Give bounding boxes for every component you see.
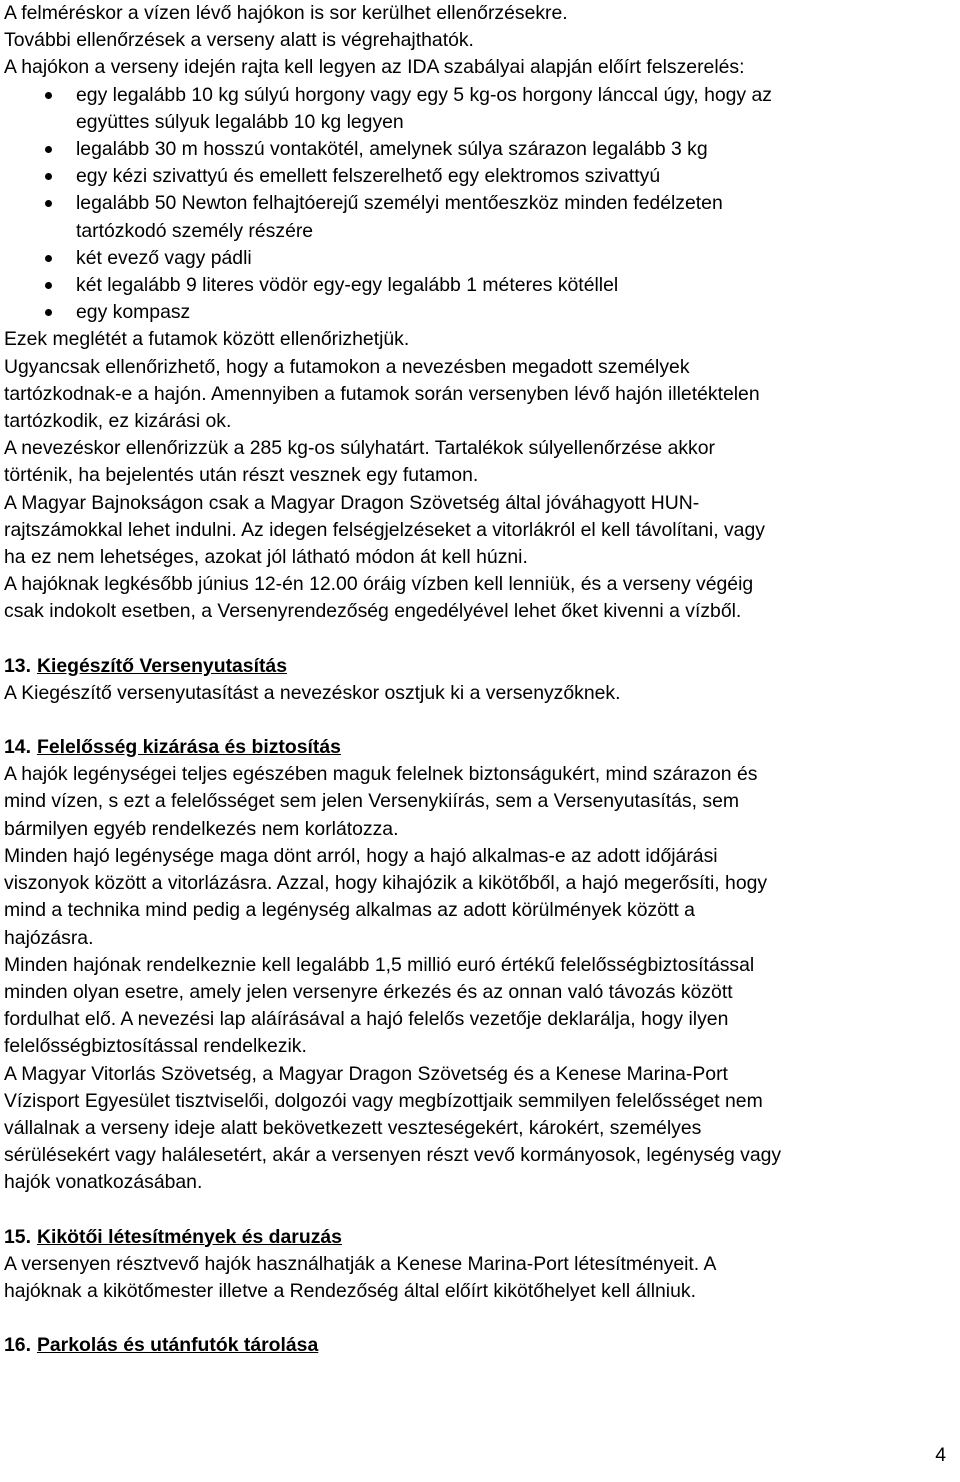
body-line: A Magyar Vitorlás Szövetség, a Magyar Dragon Szövetség és a Kenese Marina-Port: [4, 1062, 728, 1085]
section-title: Kikötői létesítmények és daruzás: [36, 1225, 342, 1248]
page-number: 4: [935, 1444, 946, 1466]
section-title: Kiegészítő Versenyutasítás: [36, 654, 288, 677]
list-item-text: két legalább 9 literes vödör egy-egy legalább 1 méteres kötéllel: [76, 274, 619, 297]
body-line: Minden hajó legénysége maga dönt arról, hogy a hajó alkalmas-e az adott időjárási: [4, 844, 718, 867]
equipment-list: [4, 82, 956, 327]
bullet-icon: [45, 146, 52, 153]
inspection-paragraphs: [4, 326, 956, 625]
spacer: [4, 626, 956, 653]
body-line: történik, ha bejelentés után részt vesznek egy futamon.: [4, 464, 479, 487]
body-line: A versenyen résztvevő hajók használhatják a Kenese Marina-Port létesítményeit. A: [4, 1252, 717, 1275]
list-item-text: egy legalább 10 kg súlyú horgony vagy egy 5 kg-os horgony lánccal úgy, hogy az: [76, 83, 772, 106]
body-line: A hajók legénységei teljes egészében maguk felelnek biztonságukért, mind szárazon és: [4, 763, 758, 786]
list-item-text: két evező vagy pádli: [76, 246, 252, 269]
spacer: [4, 1197, 956, 1224]
body-line: fordulhat elő. A nevezési lap aláírásával a hajó felelős vezetője deklarálja, hogy ilyen: [4, 1008, 729, 1031]
body-line: Ugyancsak ellenőrizhető, hogy a futamokon a nevezésben megadott személyek: [4, 355, 690, 378]
list-item-text: egy kézi szivattyú és emellett felszerelhető egy elektromos szivattyú: [76, 165, 661, 188]
list-item-text: legalább 30 m hosszú vontakötél, amelynek súlya szárazon legalább 3 kg: [76, 138, 708, 161]
spacer: [4, 707, 956, 734]
section-number: 14.: [4, 736, 31, 759]
section-16: [4, 1332, 956, 1359]
body-line: tartózkodnak-e a hajón. Amennyiben a futamok során versenyben lévő hajón illetéktelen: [4, 382, 760, 405]
section-number: 15.: [4, 1225, 31, 1248]
body-line: sérülésekért vagy halálesetért, akár a versenyen részt vevő kormányosok, legénység vagy: [4, 1144, 782, 1167]
body-line: mind a technika mind pedig a legénység alkalmas az adott körülmények között a: [4, 899, 695, 922]
bullet-icon: [45, 200, 52, 207]
section-number: 13.: [4, 654, 31, 677]
bullet-icon: [45, 255, 52, 262]
body-line: ha ez nem lehetséges, azokat jól látható módon át kell húzni.: [4, 546, 528, 569]
intro-line: További ellenőrzések a verseny alatt is végrehajthatók.: [4, 29, 474, 52]
section-14: [4, 734, 956, 1196]
list-item: [4, 190, 956, 244]
section-heading: [4, 734, 956, 761]
list-item-text: együttes súlyuk legalább 10 kg legyen: [76, 110, 404, 133]
list-item: [4, 245, 956, 272]
body-line: Minden hajónak rendelkeznie kell legalább 1,5 millió euró értékű felelősségbiztosítással: [4, 953, 755, 976]
body-line: A hajóknak legkésőbb június 12-én 12.00 óráig vízben kell lenniük, és a verseny végéig: [4, 573, 754, 596]
section-heading: [4, 1332, 956, 1359]
section-heading: [4, 1224, 956, 1251]
list-item: [4, 299, 956, 326]
list-item-text: legalább 50 Newton felhajtóerejű személyi mentőeszköz minden fedélzeten: [76, 192, 723, 215]
page-content: [4, 0, 956, 1359]
list-item: [4, 136, 956, 163]
section-13: [4, 653, 956, 707]
body-line: tartózkodik, ez kizárási ok.: [4, 410, 232, 433]
body-line: viszonyok között a vitorlázásra. Azzal, hogy kihajózik a kikötőből, a hajó megerősíti, hogy: [4, 872, 768, 895]
body-line: felelősségbiztosítással rendelkezik.: [4, 1035, 307, 1058]
body-line: csak indokolt esetben, a Versenyrendezőség engedélyével lehet őket kivenni a vízből.: [4, 600, 742, 623]
list-item: [4, 82, 956, 136]
list-item: [4, 163, 956, 190]
section-15: [4, 1224, 956, 1306]
list-item-text: egy kompasz: [76, 301, 191, 324]
body-line: rajtszámokkal lehet indulni. Az idegen felségjelzéseket a vitorlákról el kell távolítani, vagy: [4, 518, 765, 541]
list-item-text: tartózkodó személy részére: [76, 219, 314, 242]
body-line: hajóknak a kikötőmester illetve a Rendezőség által előírt kikötőhelyet kell állniuk.: [4, 1279, 696, 1302]
section-title: Felelősség kizárása és biztosítás: [36, 736, 341, 759]
body-line: Ezek meglétét a futamok között ellenőrizhetjük.: [4, 328, 410, 351]
body-line: minden olyan esetre, amely jelen versenyre érkezés és az onnan való távozás között: [4, 980, 733, 1003]
intro-line: A felméréskor a vízen lévő hajókon is sor kerülhet ellenőrzésekre.: [4, 2, 568, 24]
section-title: Parkolás és utánfutók tárolása: [36, 1334, 319, 1357]
body-line: hajók vonatkozásában.: [4, 1171, 203, 1194]
bullet-icon: [45, 309, 52, 316]
body-line: mind vízen, s ezt a felelősséget sem jelen Versenykiírás, sem a Versenyutasítás, sem: [4, 790, 740, 813]
body-line: hajózásra.: [4, 926, 94, 949]
body-line: vállalnak a verseny ideje alatt bekövetkezett veszteségekért, károkért, személyes: [4, 1116, 702, 1139]
intro-line: A hajókon a verseny idején rajta kell legyen az IDA szabályai alapján előírt felszerelés:: [4, 56, 745, 79]
section-heading: [4, 653, 956, 680]
bullet-icon: [45, 173, 52, 180]
body-line: Vízisport Egyesület tisztviselői, dolgozói vagy megbízottjaik semmilyen felelősséget nem: [4, 1089, 763, 1112]
bullet-icon: [45, 282, 52, 289]
section-number: 16.: [4, 1334, 31, 1357]
body-line: bármilyen egyéb rendelkezés nem korlátozza.: [4, 817, 399, 840]
body-line: A Kiegészítő versenyutasítást a nevezéskor osztjuk ki a versenyzőknek.: [4, 681, 621, 704]
spacer: [4, 1305, 956, 1332]
bullet-icon: [45, 92, 52, 99]
body-line: A nevezéskor ellenőrizzük a 285 kg-os súlyhatárt. Tartalékok súlyellenőrzése akkor: [4, 437, 715, 460]
list-item: [4, 272, 956, 299]
body-line: A Magyar Bajnokságon csak a Magyar Dragon Szövetség által jóváhagyott HUN-: [4, 491, 700, 514]
